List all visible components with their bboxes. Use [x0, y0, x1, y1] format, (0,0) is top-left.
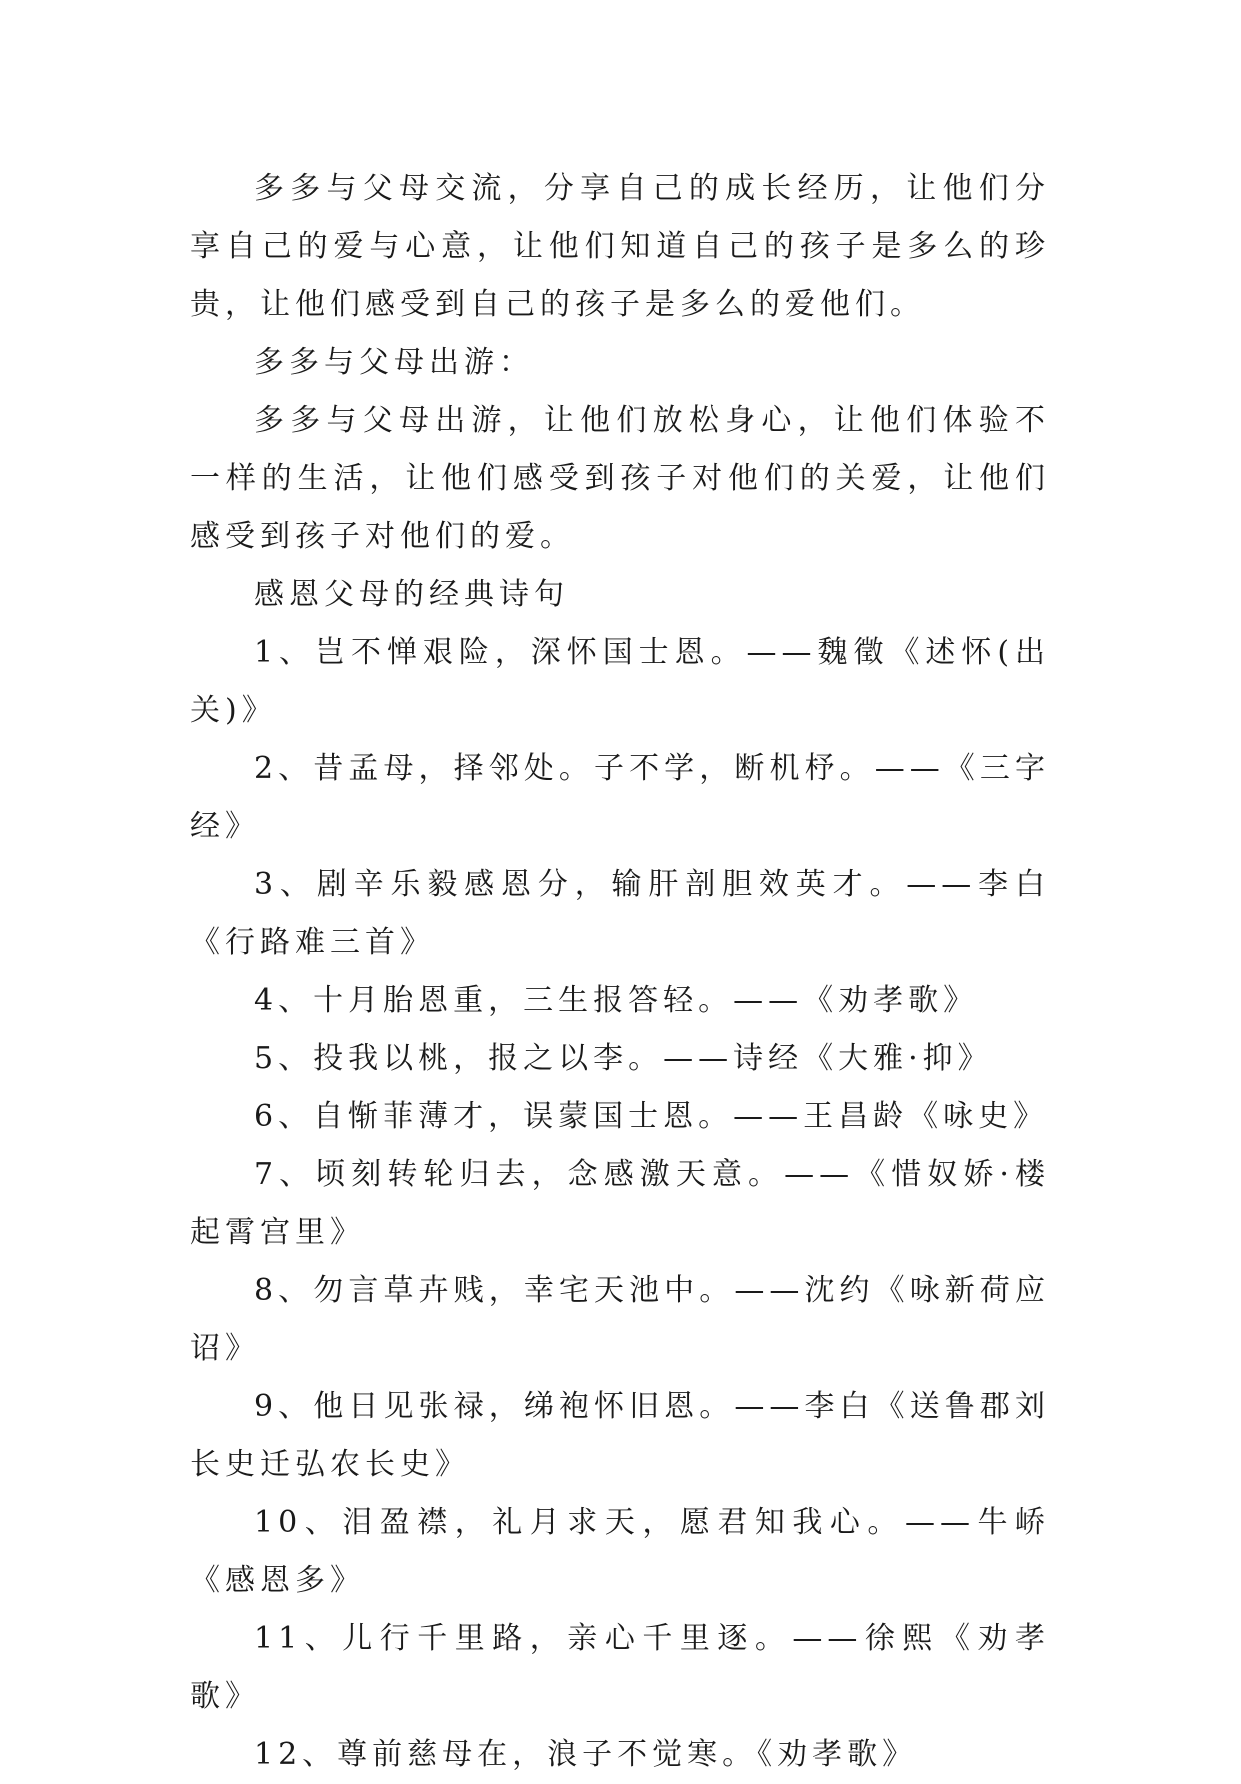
poem-item-12: 12、尊前慈母在，浪子不觉寒。《劝孝歌》: [254, 1737, 918, 1772]
poem-item-3: 3、剧辛乐毅感恩分，输肝剖胆效英才。——李白《行路难三首》: [190, 867, 1050, 960]
poem-item-4: 4、十月胎恩重，三生报答轻。——《劝孝歌》: [254, 983, 979, 1018]
paragraph-communicate: 多多与父母交流，分享自己的成长经历，让他们分享自己的爱与心意，让他们知道自己的孩子是多么的珍贵，让他们感受到自己的孩子是多么的爱他们。: [190, 171, 1050, 322]
poem-item-6: 6、自惭菲薄才，误蒙国士恩。——王昌龄《咏史》: [254, 1099, 1049, 1134]
poem-item-2: 2、昔孟母，择邻处。子不学，断机杼。——《三字经》: [190, 751, 1050, 844]
poem-item-7: 7、顷刻转轮归去，念感激天意。——《惜奴娇·楼起霄宫里》: [190, 1157, 1050, 1250]
poem-item-9: 9、他日见张禄，绨袍怀旧恩。——李白《送鲁郡刘长史迁弘农长史》: [190, 1389, 1050, 1482]
poem-item-5: 5、投我以桃，报之以李。——诗经《大雅·抑》: [254, 1041, 993, 1076]
poem-item-1: 1、岂不惮艰险，深怀国士恩。——魏徵《述怀(出关)》: [190, 635, 1050, 728]
poem-item-8: 8、勿言草卉贱，幸宅天池中。——沈约《咏新荷应诏》: [190, 1273, 1050, 1366]
document-body: [190, 160, 1050, 1784]
poem-item-10: 10、泪盈襟，礼月求天，愿君知我心。——牛峤《感恩多》: [190, 1505, 1050, 1598]
section-title-poems: 感恩父母的经典诗句: [254, 577, 569, 612]
poem-item-11: 11、儿行千里路，亲心千里逐。——徐熙《劝孝歌》: [190, 1621, 1050, 1714]
paragraph-travel: 多多与父母出游，让他们放松身心，让他们体验不一样的生活，让他们感受到孩子对他们的关爱，让他们感受到孩子对他们的爱。: [190, 403, 1050, 554]
heading-travel: 多多与父母出游：: [254, 345, 534, 380]
